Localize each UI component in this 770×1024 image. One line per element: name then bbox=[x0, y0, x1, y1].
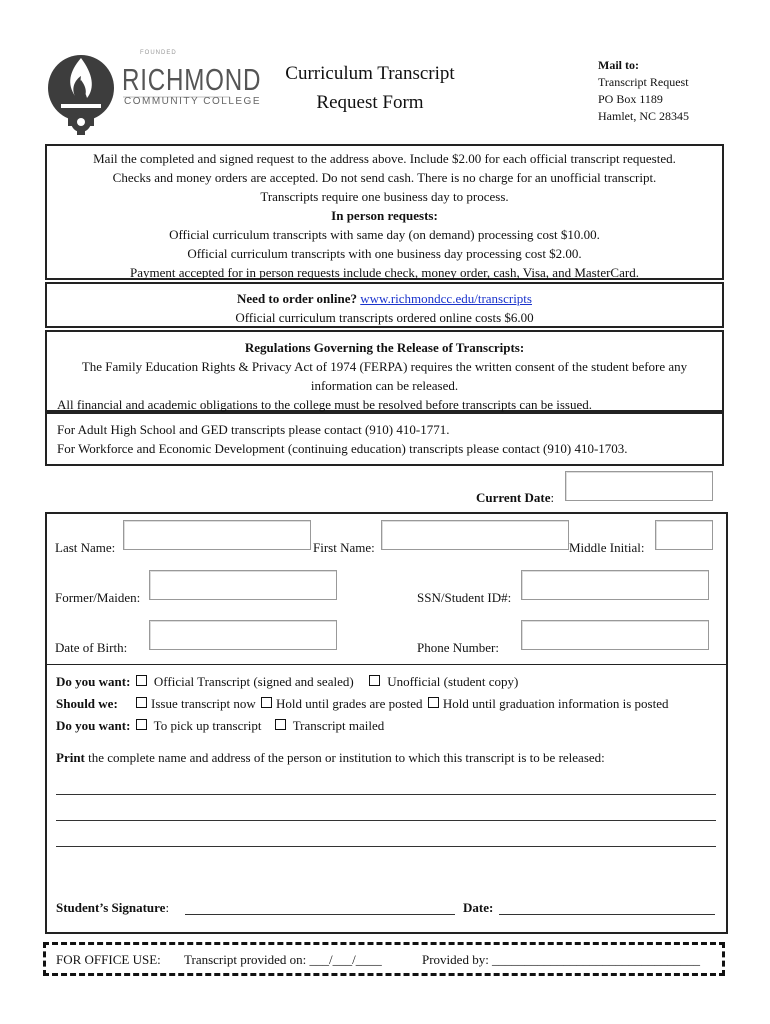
form-title-line2: Request Form bbox=[316, 92, 424, 113]
first-name-field[interactable] bbox=[381, 520, 569, 550]
middle-initial-label: Middle Initial: bbox=[569, 540, 645, 555]
regulations-line1: The Family Education Rights & Privacy Act of 1974 (FERPA) requires the written consent of the student before any bbox=[81, 359, 688, 374]
instructions-line2: Checks and money orders are accepted. Do not send cash. There is no charge for an unofficial transcript. bbox=[112, 170, 657, 185]
transcripts-link[interactable]: www.richmondcc.edu/transcripts bbox=[360, 291, 532, 306]
section-divider bbox=[47, 664, 726, 665]
recipient-line-3[interactable] bbox=[56, 846, 716, 847]
in-person-heading: In person requests: bbox=[331, 208, 438, 223]
former-maiden-field[interactable] bbox=[149, 570, 337, 600]
office-use-box bbox=[43, 942, 725, 976]
signature-line[interactable] bbox=[185, 914, 455, 915]
official-checkbox[interactable] bbox=[136, 675, 147, 686]
online-order-box bbox=[45, 282, 724, 328]
regulations-line3: All financial and academic obligations to the college must be resolved before transcripts can be issued. bbox=[57, 397, 592, 412]
dob-field[interactable] bbox=[149, 620, 337, 650]
contacts-box bbox=[45, 412, 724, 466]
instructions-line6: Official curriculum transcripts with one business day processing cost $2.00. bbox=[187, 246, 582, 261]
print-instructions: Print the complete name and address of the person or institution to which this transcript is to be released: bbox=[56, 750, 605, 765]
instructions-line5: Official curriculum transcripts with same day (on demand) processing cost $10.00. bbox=[169, 227, 600, 242]
mail-to-heading: Mail to: bbox=[598, 58, 639, 72]
processing-row: Should we: Issue transcript now Hold until grades are posted Hold until graduation information is posted bbox=[56, 696, 669, 711]
office-provided-on: Transcript provided on: ___/___/____ bbox=[184, 952, 382, 967]
signature-row: Student’s Signature: bbox=[56, 900, 170, 915]
online-prefix: Need to order online? bbox=[237, 291, 358, 306]
logo-subtitle: COMMUNITY COLLEGE bbox=[124, 96, 261, 107]
last-name-label: Last Name: bbox=[55, 540, 116, 555]
mail-to-line1: Transcript Request bbox=[598, 75, 689, 89]
current-date-label: Current Date: bbox=[476, 490, 555, 505]
instructions-line7: Payment accepted for in person requests include check, money order, cash, Visa, and MasterCard. bbox=[130, 265, 639, 280]
recipient-line-2[interactable] bbox=[56, 820, 716, 821]
hold-grades-label: Hold until grades are posted bbox=[275, 696, 423, 711]
logo-founded-text: FOUNDED bbox=[140, 50, 177, 56]
ssn-field[interactable] bbox=[521, 570, 709, 600]
mail-to-block bbox=[598, 57, 689, 125]
office-use-label: FOR OFFICE USE: bbox=[56, 952, 161, 967]
first-name-label: First Name: bbox=[313, 540, 375, 555]
mail-to-line3: Hamlet, NC 28345 bbox=[598, 109, 689, 123]
transcript-type-row: Do you want: Official Transcript (signed and sealed) Unofficial (student copy) bbox=[56, 674, 519, 689]
form-title-line1: Curriculum Transcript bbox=[285, 63, 455, 84]
dob-label: Date of Birth: bbox=[55, 640, 128, 655]
date-label: Date: bbox=[463, 900, 494, 915]
regulations-box bbox=[45, 330, 724, 412]
phone-field[interactable] bbox=[521, 620, 709, 650]
last-name-field[interactable] bbox=[123, 520, 311, 550]
instructions-box bbox=[45, 144, 724, 280]
hold-grades-checkbox[interactable] bbox=[261, 697, 272, 708]
regulations-line2: information can be released. bbox=[310, 378, 459, 393]
signature-date-line[interactable] bbox=[499, 914, 715, 915]
phone-label: Phone Number: bbox=[417, 640, 499, 655]
contact-ahs-ged: For Adult High School and GED transcripts please contact (910) 410-1771. bbox=[57, 422, 450, 437]
office-provided-by: Provided by: ________________________________ bbox=[422, 952, 701, 967]
hold-graduation-checkbox[interactable] bbox=[428, 697, 439, 708]
mailed-checkbox[interactable] bbox=[275, 719, 286, 730]
instructions-line1: Mail the completed and signed request to the address above. Include $2.00 for each official transcript requested. bbox=[93, 151, 676, 166]
unofficial-checkbox[interactable] bbox=[369, 675, 380, 686]
instructions-line3: Transcripts require one business day to process. bbox=[260, 189, 509, 204]
delivery-row: Do you want: To pick up transcript Transcript mailed bbox=[56, 718, 385, 733]
ssn-label: SSN/Student ID#: bbox=[417, 590, 512, 605]
unofficial-label: Unofficial (student copy) bbox=[387, 674, 519, 689]
mail-to-line2: PO Box 1189 bbox=[598, 92, 663, 106]
contact-workforce: For Workforce and Economic Development (continuing education) transcripts please contact (910) 410-1703. bbox=[57, 441, 628, 456]
pickup-label: To pick up transcript bbox=[153, 718, 262, 733]
pickup-checkbox[interactable] bbox=[136, 719, 147, 730]
recipient-line-1[interactable] bbox=[56, 794, 716, 795]
official-label: Official Transcript (signed and sealed) bbox=[153, 674, 354, 689]
regulations-heading: Regulations Governing the Release of Transcripts: bbox=[244, 340, 525, 355]
issue-now-checkbox[interactable] bbox=[136, 697, 147, 708]
issue-now-label: Issue transcript now bbox=[151, 696, 256, 711]
hold-graduation-label: Hold until graduation information is posted bbox=[442, 696, 669, 711]
signature-label: Student’s Signature bbox=[56, 900, 166, 915]
logo-name: RICHMOND bbox=[122, 62, 262, 97]
online-cost: Official curriculum transcripts ordered online costs $6.00 bbox=[235, 310, 534, 325]
former-maiden-label: Former/Maiden: bbox=[55, 590, 141, 605]
current-date-field[interactable] bbox=[565, 471, 713, 501]
middle-initial-field[interactable] bbox=[655, 520, 713, 550]
request-form-box bbox=[45, 512, 728, 934]
mailed-label: Transcript mailed bbox=[292, 718, 385, 733]
